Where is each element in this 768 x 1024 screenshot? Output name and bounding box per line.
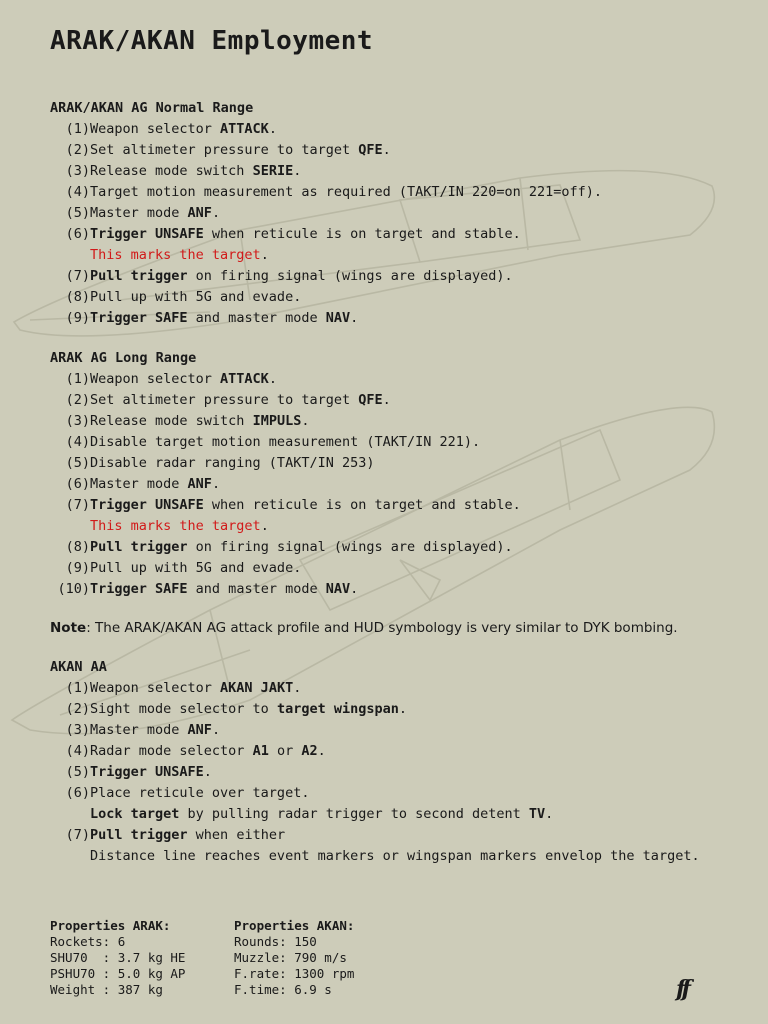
step: (9) Trigger SAFE and master mode NAV. [65, 310, 359, 326]
step: (4) Target motion measurement as required (TAKT/IN 220=on 221=off). [65, 184, 603, 200]
section-akan-aa [50, 657, 750, 867]
step: (10) Trigger SAFE and master mode NAV. [57, 581, 359, 597]
step: (5) Master mode ANF. [65, 205, 221, 221]
properties-heading: Properties ARAK: [50, 918, 171, 933]
step: (2) Set altimeter pressure to target QFE. [65, 142, 391, 158]
note [50, 620, 678, 636]
step-note: This marks the target. [90, 518, 269, 534]
step: (1) Weapon selector ATTACK. [65, 371, 277, 387]
step: (3) Release mode switch IMPULS. [65, 413, 310, 429]
step-note: This marks the target. [90, 247, 269, 263]
step: (7) Pull trigger when either [65, 827, 286, 843]
section-ag-long-range [50, 348, 750, 600]
note-text: : The ARAK/AKAN AG attack profile and HUD symbology is very similar to DYK bombing. [86, 620, 678, 636]
step: (6) Place reticule over target. [65, 785, 310, 801]
note-label: Note [50, 620, 87, 636]
step: (2) Set altimeter pressure to target QFE. [65, 392, 391, 408]
property-line: F.rate: 1300 rpm [234, 966, 355, 981]
step: (2) Sight mode selector to target wingspan. [65, 701, 407, 717]
step: (4) Radar mode selector A1 or A2. [65, 743, 326, 759]
step: (5) Disable radar ranging (TAKT/IN 253) [65, 455, 375, 471]
step: (5) Trigger UNSAFE. [65, 764, 212, 780]
property-line: SHU70 : 3.7 kg HE [50, 950, 186, 965]
step: (6) Trigger UNSAFE when reticule is on target and stable. [65, 226, 521, 242]
section-heading: ARAK AG Long Range [50, 350, 197, 366]
step: (1) Weapon selector ATTACK. [65, 121, 277, 137]
section-ag-normal-range [50, 98, 750, 329]
step: (6) Master mode ANF. [65, 476, 221, 492]
properties-heading: Properties AKAN: [234, 918, 355, 933]
step-note: Distance line reaches event markers or wingspan markers envelop the target. [90, 848, 700, 864]
step: (3) Release mode switch SERIE. [65, 163, 302, 179]
step: (7) Pull trigger on firing signal (wings are displayed). [65, 268, 513, 284]
properties-akan [234, 918, 354, 998]
signature-logo: ff [676, 976, 687, 1002]
property-line: PSHU70 : 5.0 kg AP [50, 966, 186, 981]
section-heading: ARAK/AKAN AG Normal Range [50, 100, 254, 116]
step: (1) Weapon selector AKAN JAKT. [65, 680, 302, 696]
step: (7) Trigger UNSAFE when reticule is on target and stable. [65, 497, 521, 513]
step: (9) Pull up with 5G and evade. [65, 560, 302, 576]
page-title: ARAK/AKAN Employment [50, 26, 374, 56]
step: (8) Pull up with 5G and evade. [65, 289, 302, 305]
property-line: F.time: 6.9 s [234, 982, 332, 997]
properties-arak [50, 918, 185, 998]
property-line: Weight : 387 kg [50, 982, 163, 997]
step-note: Lock target by pulling radar trigger to second detent TV. [90, 806, 554, 822]
property-line: Muzzle: 790 m/s [234, 950, 347, 965]
section-heading: AKAN AA [50, 659, 107, 675]
step: (3) Master mode ANF. [65, 722, 221, 738]
property-line: Rounds: 150 [234, 934, 317, 949]
property-line: Rockets: 6 [50, 934, 126, 949]
step: (8) Pull trigger on firing signal (wings are displayed). [65, 539, 513, 555]
step: (4) Disable target motion measurement (TAKT/IN 221). [65, 434, 481, 450]
